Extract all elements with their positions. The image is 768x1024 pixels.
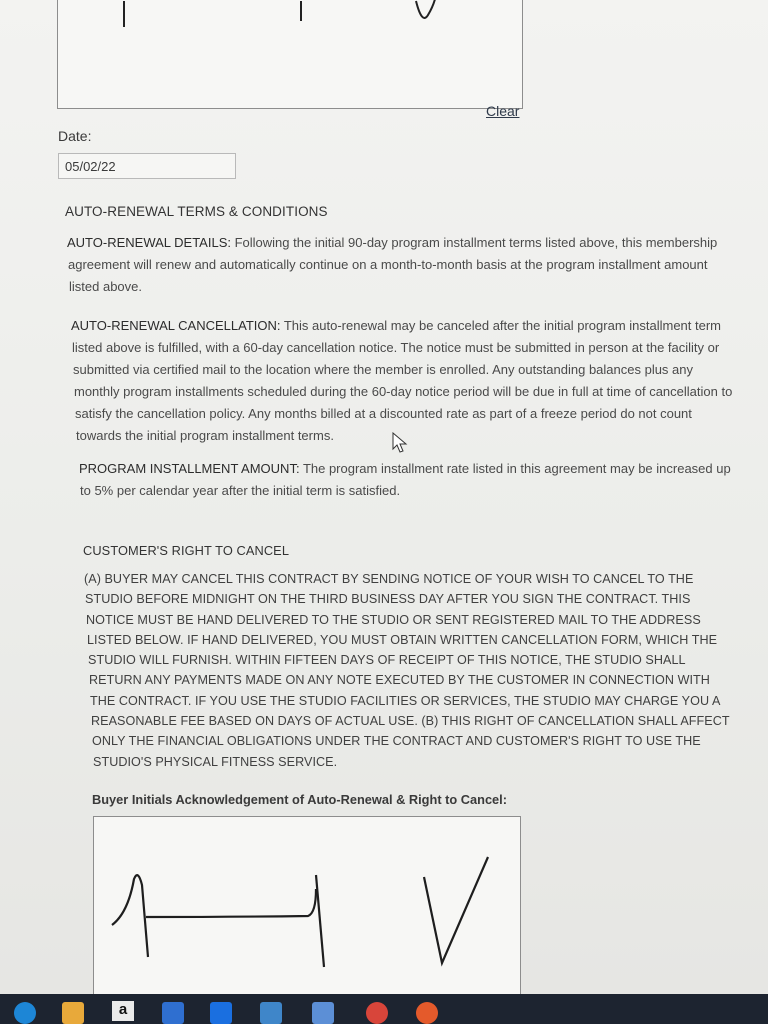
signature-strokes: [58, 0, 522, 108]
initials-strokes: [94, 817, 520, 994]
date-label: Date:: [58, 128, 92, 144]
cancel-line: STUDIO WILL FURNISH. WITHIN FIFTEEN DAYS OF RECEIPT OF THIS NOTICE, THE STUDIO SHALL: [88, 653, 686, 668]
cancellation-line: monthly program installments scheduled during the 60-day notice period will be due in full at time of cancellation to: [74, 384, 733, 399]
right-to-cancel-text: [84, 569, 768, 772]
cancel-line: NOTICE MUST BE HAND DELIVERED TO THE STUDIO OR SENT REGISTERED MAIL TO THE ADDRESS: [86, 612, 701, 627]
program-installment-amount: [79, 458, 768, 502]
cancel-line: LISTED BELOW. IF HAND DELIVERED, YOU MUST OBTAIN WRITTEN CANCELLATION FORM, WHICH THE: [87, 632, 718, 647]
amount-label: PROGRAM INSTALLMENT AMOUNT:: [79, 461, 300, 476]
edge-icon[interactable]: [14, 1002, 36, 1024]
cancellation-label: AUTO-RENEWAL CANCELLATION:: [71, 318, 281, 333]
taskbar: [0, 994, 768, 1024]
cancellation-line: listed above is fulfilled, with a 60-day cancellation notice. The notice must be submitted in person at the facility or: [72, 340, 720, 355]
auto-renewal-details: [67, 232, 767, 298]
auto-renewal-title: AUTO-RENEWAL TERMS & CONDITIONS: [65, 204, 328, 219]
calculator-icon[interactable]: [312, 1002, 334, 1024]
amazon-app-icon[interactable]: a: [112, 1001, 134, 1021]
cancellation-line: satisfy the cancellation policy. Any months billed at a discounted rate as part of a freeze period do not count: [75, 406, 692, 421]
cancel-line: (A) BUYER MAY CANCEL THIS CONTRACT BY SENDING NOTICE OF YOUR WISH TO CANCEL TO THE: [84, 572, 694, 586]
details-line: listed above.: [69, 279, 142, 294]
cancel-line: ONLY THE FINANCIAL OBLIGATIONS UNDER THE CONTRACT AND CUSTOMER'S RIGHT TO USE THE: [92, 734, 701, 749]
cancel-line: STUDIO'S PHYSICAL FITNESS SERVICE.: [93, 754, 338, 769]
chrome-icon[interactable]: [366, 1002, 388, 1024]
details-label: AUTO-RENEWAL DETAILS:: [67, 235, 231, 250]
right-to-cancel-title: CUSTOMER'S RIGHT TO CANCEL: [83, 543, 290, 558]
amount-line: to 5% per calendar year after the initial term is satisfied.: [80, 483, 401, 498]
auto-renewal-cancellation: [71, 315, 768, 447]
mail-icon[interactable]: [162, 1002, 184, 1024]
cancellation-line: towards the initial program installment terms.: [76, 428, 334, 443]
store-icon[interactable]: [260, 1002, 282, 1024]
date-input[interactable]: [58, 153, 236, 179]
initials-label: Buyer Initials Acknowledgement of Auto-Renewal & Right to Cancel:: [92, 792, 507, 807]
details-line: agreement will renew and automatically continue on a month-to-month basis at the program installment amount: [68, 257, 708, 272]
initials-signature-pad[interactable]: [93, 816, 521, 994]
signature-pad[interactable]: [57, 0, 523, 109]
mouse-cursor-icon: [392, 432, 408, 454]
cancel-line: THE CONTRACT. IF YOU USE THE STUDIO FACILITIES OR SERVICES, THE STUDIO MAY CHARGE YOU A: [90, 693, 721, 708]
file-explorer-icon[interactable]: [62, 1002, 84, 1024]
cancel-line: REASONABLE FEE BASED ON DAYS OF ACTUAL USE. (B) THIS RIGHT OF CANCELLATION SHALL AFFECT: [91, 714, 730, 729]
details-line: Following the initial 90-day program installment terms listed above, this membership: [230, 235, 718, 250]
dropbox-icon[interactable]: [210, 1002, 232, 1024]
cancel-line: RETURN ANY PAYMENTS MADE ON ANY NOTE EXECUTED BY THE CUSTOMER IN CONNECTION WITH: [89, 673, 710, 688]
clear-signature-link[interactable]: Clear: [486, 103, 520, 119]
cancellation-line: This auto-renewal may be canceled after the initial program installment term: [280, 318, 722, 333]
amount-line: The program installment rate listed in this agreement may be increased up: [299, 461, 731, 476]
firefox-icon[interactable]: [416, 1002, 438, 1024]
cancel-line: STUDIO BEFORE MIDNIGHT ON THE THIRD BUSINESS DAY AFTER YOU SIGN THE CONTRACT. THIS: [85, 592, 691, 607]
cancellation-line: submitted via certified mail to the location where the member is enrolled. Any outstanding balances plus any: [73, 362, 694, 377]
